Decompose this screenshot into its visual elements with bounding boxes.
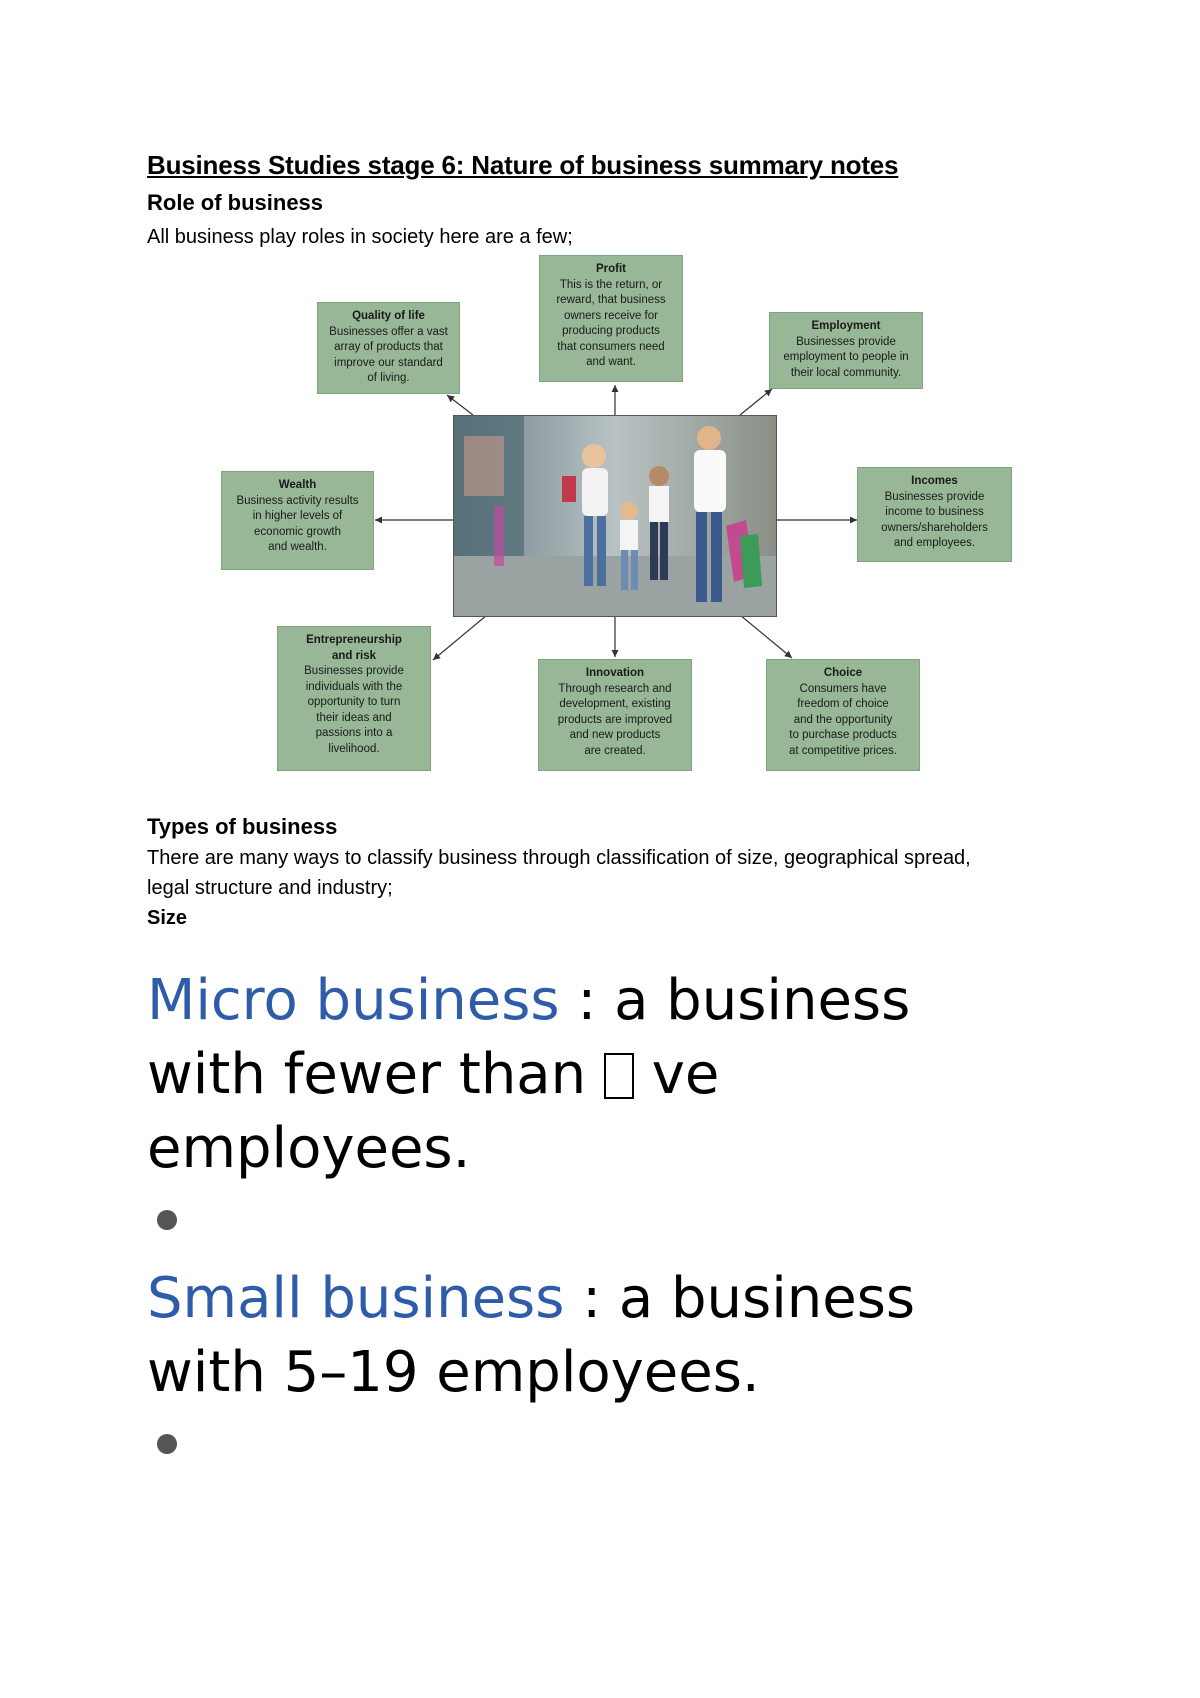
wealth-title: Wealth (278, 479, 317, 491)
profit-line: owners receive for (564, 309, 658, 322)
wealth-box (221, 471, 374, 570)
size-label: Size (147, 907, 188, 929)
small-business-definition (147, 1262, 915, 1410)
quality-line: array of products that (334, 341, 443, 353)
quality-line: improve our standard (334, 356, 443, 369)
types-intro-line-2: legal structure and industry; (147, 877, 393, 899)
micro-business-definition (147, 964, 910, 1186)
missing-glyph-box (604, 1053, 634, 1099)
types-intro-line-1: There are many ways to classify business through classification of size, geographical spread, (147, 847, 971, 869)
micro-business-text: : a business (559, 968, 911, 1033)
innovation-line: are created. (584, 744, 646, 757)
innovation-line: Through research and (558, 682, 672, 695)
choice-line: to purchase products (789, 729, 897, 741)
entrepreneurship-line: Businesses provide (304, 665, 404, 677)
entrepreneurship-line: individuals with the (305, 680, 403, 693)
family-shopping-illustration (454, 416, 776, 616)
employment-line: employment to people in (783, 351, 909, 363)
incomes-title: Incomes (911, 475, 958, 487)
employment-title: Employment (811, 320, 881, 332)
micro-business-text: with fewer than (147, 1042, 604, 1107)
micro-business-text: ve (633, 1042, 720, 1107)
bullet-dot (157, 1434, 177, 1454)
small-business-term: Small business (147, 1266, 565, 1331)
choice-line: and the opportunity (793, 713, 893, 726)
profit-line: and want. (586, 356, 636, 368)
entrepreneurship-title: Entrepreneurship (306, 634, 402, 646)
entrepreneurship-line: livelihood. (328, 742, 380, 755)
choice-line: at competitive prices. (788, 744, 897, 757)
wealth-line: Business activity results (236, 494, 359, 507)
choice-line: freedom of choice (797, 698, 889, 710)
quality-line: Businesses offer a vast (329, 325, 448, 338)
entrepreneurship-line: passions into a (315, 727, 393, 739)
bullet-dot (157, 1210, 177, 1230)
employment-line: their local community. (790, 366, 902, 379)
wealth-line: in higher levels of (252, 510, 343, 522)
employment-box (769, 312, 923, 389)
document-title: Business Studies stage 6: Nature of business summary notes (147, 150, 899, 180)
employment-line: Businesses provide (796, 335, 896, 348)
incomes-line: income to business (885, 506, 984, 518)
role-intro: All business play roles in society here are a few; (147, 226, 573, 248)
innovation-title: Innovation (585, 667, 645, 679)
small-business-text: : a business (564, 1266, 916, 1331)
quality-of-life-box (317, 302, 460, 394)
choice-title: Choice (823, 667, 863, 679)
entrepreneurship-line: their ideas and (316, 711, 392, 724)
family-shopping-photo (453, 415, 777, 617)
incomes-line: owners/shareholders (881, 521, 988, 534)
profit-title: Profit (595, 263, 627, 275)
incomes-line: Businesses provide (884, 490, 985, 503)
wealth-line: and wealth. (268, 541, 327, 553)
innovation-line: and new products (569, 729, 661, 741)
choice-line: Consumers have (799, 682, 887, 695)
profit-line: This is the return, or (559, 278, 663, 291)
innovation-line: products are improved (557, 713, 673, 726)
profit-line: that consumers need (557, 340, 665, 353)
choice-box (766, 659, 920, 771)
profit-line: reward, that business (556, 294, 666, 306)
innovation-line: development, existing (559, 698, 671, 710)
wealth-line: economic growth (254, 525, 341, 538)
micro-business-text: employees. (147, 1116, 471, 1181)
role-of-business-diagram (215, 255, 1015, 775)
profit-box (539, 255, 683, 382)
types-heading: Types of business (147, 814, 338, 839)
entrepreneurship-box (277, 626, 431, 771)
micro-business-term: Micro business (147, 968, 560, 1033)
profit-line: producing products (562, 325, 660, 337)
small-business-text: with 5–19 employees. (147, 1340, 760, 1405)
quality-line: of living. (367, 372, 410, 384)
quality-title: Quality of life (352, 310, 425, 322)
incomes-line: and employees. (893, 537, 976, 549)
role-heading: Role of business (147, 190, 324, 215)
innovation-box (538, 659, 692, 771)
entrepreneurship-title: and risk (331, 649, 377, 662)
entrepreneurship-line: opportunity to turn (307, 696, 401, 708)
incomes-box (857, 467, 1012, 562)
